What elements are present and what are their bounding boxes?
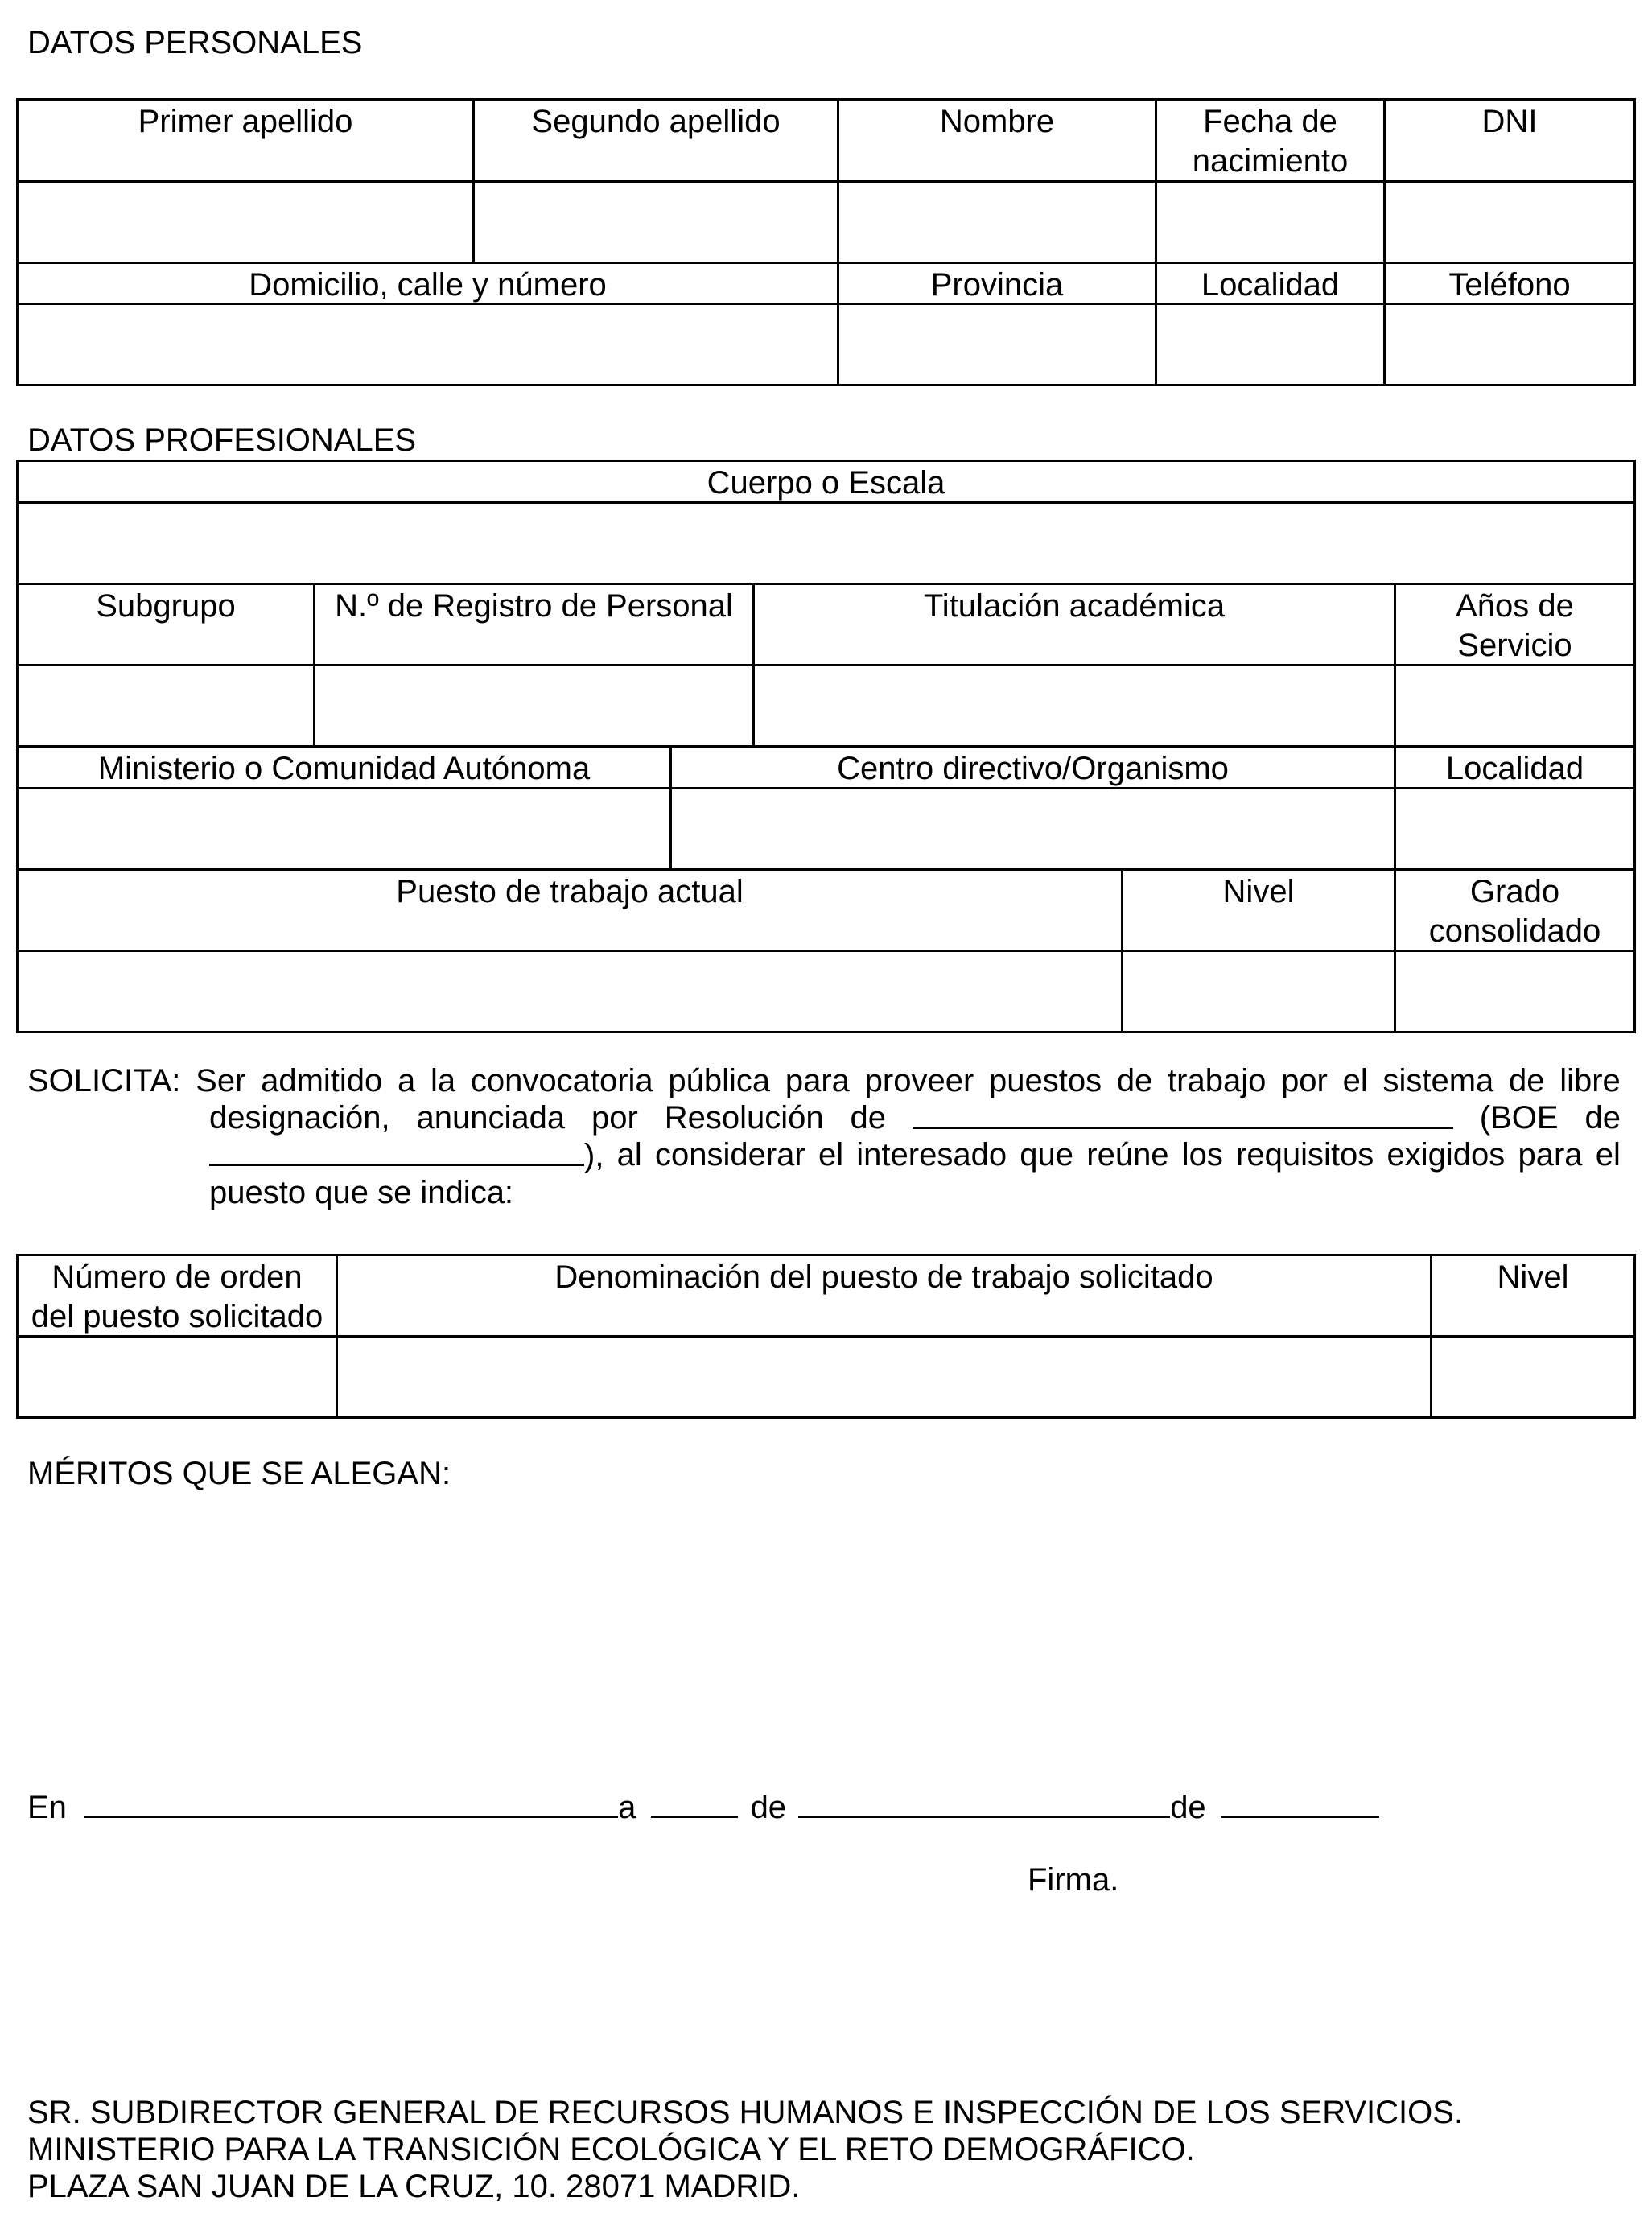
field-centro-directivo[interactable]	[672, 789, 1396, 868]
solicita-word: que	[1020, 1137, 1074, 1173]
meritos-heading: MÉRITOS QUE SE ALEGAN:	[27, 1456, 451, 1491]
field-cuerpo-escala[interactable]	[19, 504, 1636, 583]
solicita-word: proveer	[864, 1063, 974, 1098]
header-cuerpo-escala: Cuerpo o Escala	[19, 462, 1636, 501]
header-numero-orden: Número de orden del puesto solicitado	[19, 1256, 338, 1335]
header-nivel: Nivel	[1123, 871, 1396, 950]
firma-label: Firma.	[1028, 1862, 1119, 1898]
header-centro-directivo: Centro directivo/Organismo	[672, 748, 1396, 787]
header-anos-servicio: Años de Servicio	[1396, 585, 1636, 664]
resolucion-blank-line[interactable]	[913, 1099, 1453, 1129]
header-localidad: Localidad	[1157, 264, 1386, 303]
field-localidad[interactable]	[1157, 305, 1386, 384]
solicita-word: requisitos	[1236, 1137, 1374, 1173]
solicita-line-3	[27, 1136, 1621, 1174]
header-puesto-actual: Puesto de trabajo actual	[19, 871, 1123, 950]
solicita-word: interesado	[856, 1137, 1007, 1173]
header-domicilio: Domicilio, calle y número	[19, 264, 839, 303]
header-registro-personal: N.º de Registro de Personal	[315, 585, 755, 664]
solicita-word: sistema	[1382, 1063, 1494, 1098]
field-provincia[interactable]	[839, 305, 1157, 384]
header-fecha-nacimiento: Fecha de nacimiento	[1157, 101, 1386, 180]
place-blank-line[interactable]	[84, 1788, 618, 1818]
solicita-word: a	[398, 1063, 416, 1098]
field-primer-apellido[interactable]	[19, 183, 475, 262]
solicita-word: Resolución	[664, 1100, 824, 1136]
solicita-word: el	[818, 1137, 844, 1173]
field-localidad-prof[interactable]	[1396, 789, 1636, 868]
personal-table	[16, 98, 1636, 386]
solicita-line-2	[27, 1099, 1621, 1136]
solicita-word: anunciada	[416, 1100, 566, 1136]
solicita-word: para	[785, 1063, 850, 1098]
solicita-word: los	[1181, 1137, 1223, 1173]
header-ministerio: Ministerio o Comunidad Autónoma	[19, 748, 672, 787]
field-fecha-nacimiento[interactable]	[1157, 183, 1386, 262]
field-nombre[interactable]	[839, 183, 1157, 262]
solicita-word: de	[850, 1100, 886, 1136]
header-nivel-solicitado: Nivel	[1432, 1256, 1636, 1335]
header-provincia: Provincia	[839, 264, 1157, 303]
solicita-word: al	[616, 1137, 642, 1173]
field-puesto-actual[interactable]	[19, 952, 1123, 1031]
solicita-word: (BOE	[1479, 1100, 1559, 1136]
field-ministerio[interactable]	[19, 789, 672, 868]
header-localidad-prof: Localidad	[1396, 748, 1636, 787]
address-block	[27, 2094, 1463, 2205]
solicita-word: designación,	[209, 1100, 390, 1136]
solicita-word: por	[591, 1100, 638, 1136]
field-registro-personal[interactable]	[315, 666, 755, 745]
field-nivel-solicitado[interactable]	[1432, 1338, 1636, 1416]
solicita-word: para	[1518, 1137, 1583, 1173]
solicita-word: Ser	[196, 1063, 246, 1098]
personal-heading: DATOS PERSONALES	[27, 25, 363, 60]
solicita-paragraph	[27, 1062, 1621, 1211]
solicita-word: convocatoria	[470, 1063, 653, 1098]
puesto-solicitado-table	[16, 1254, 1636, 1419]
year-blank-line[interactable]	[1221, 1788, 1379, 1818]
field-telefono[interactable]	[1386, 305, 1636, 384]
date-en-label: En	[27, 1790, 67, 1825]
field-denominacion-puesto[interactable]	[338, 1338, 1432, 1416]
address-line-3: PLAZA SAN JUAN DE LA CRUZ, 10. 28071 MADRID.	[27, 2169, 801, 2204]
solicita-word: de	[1584, 1100, 1621, 1136]
field-anos-servicio[interactable]	[1396, 666, 1636, 745]
header-primer-apellido: Primer apellido	[19, 101, 475, 180]
solicita-line-4: puesto que se indica:	[209, 1175, 514, 1210]
solicita-word: pública	[668, 1063, 771, 1098]
solicita-word: exigidos	[1386, 1137, 1506, 1173]
solicita-label: SOLICITA:	[27, 1063, 181, 1098]
address-line-1: SR. SUBDIRECTOR GENERAL DE RECURSOS HUMANOS E INSPECCIÓN DE LOS SERVICIOS.	[27, 2095, 1464, 2130]
day-blank-line[interactable]	[651, 1788, 738, 1818]
header-telefono: Teléfono	[1386, 264, 1636, 303]
date-de-year-label: de	[1170, 1790, 1206, 1825]
date-line	[27, 1788, 1379, 1826]
solicita-word: de	[1508, 1063, 1545, 1098]
field-subgrupo[interactable]	[19, 666, 315, 745]
solicita-word: por	[1281, 1063, 1328, 1098]
professional-heading: DATOS PROFESIONALES	[27, 422, 417, 458]
field-nivel[interactable]	[1123, 952, 1396, 1031]
month-blank-line[interactable]	[798, 1788, 1170, 1818]
header-nombre: Nombre	[839, 101, 1157, 180]
solicita-word: ),	[584, 1138, 604, 1173]
solicita-word: reúne	[1086, 1137, 1169, 1173]
solicita-word: de	[1116, 1063, 1153, 1098]
field-grado-consolidado[interactable]	[1396, 952, 1636, 1031]
field-titulacion[interactable]	[755, 666, 1396, 745]
header-denominacion-puesto: Denominación del puesto de trabajo solicitado	[338, 1256, 1432, 1335]
solicita-word: el	[1595, 1137, 1621, 1173]
date-a-label: a	[618, 1790, 636, 1825]
solicita-word: puestos	[988, 1063, 1102, 1098]
solicita-word: la	[431, 1063, 456, 1098]
header-grado-consolidado: Grado consolidado	[1396, 871, 1636, 950]
header-dni: DNI	[1386, 101, 1636, 180]
solicita-word: el	[1342, 1063, 1368, 1098]
solicita-word: libre	[1559, 1063, 1621, 1098]
field-numero-orden[interactable]	[19, 1338, 338, 1416]
solicita-word: admitido	[261, 1063, 383, 1098]
field-domicilio[interactable]	[19, 305, 839, 384]
header-segundo-apellido: Segundo apellido	[475, 101, 839, 180]
field-dni[interactable]	[1386, 183, 1636, 262]
solicita-word: trabajo	[1168, 1063, 1267, 1098]
boe-blank-line[interactable]	[209, 1136, 584, 1166]
date-de-label: de	[750, 1790, 787, 1825]
field-segundo-apellido[interactable]	[475, 183, 839, 262]
professional-table	[16, 460, 1636, 1033]
header-titulacion: Titulación académica	[755, 585, 1396, 664]
header-subgrupo: Subgrupo	[19, 585, 315, 664]
address-line-2: MINISTERIO PARA LA TRANSICIÓN ECOLÓGICA Y EL RETO DEMOGRÁFICO.	[27, 2132, 1195, 2167]
solicita-line-1	[27, 1062, 1621, 1099]
solicita-word: considerar	[654, 1137, 805, 1173]
